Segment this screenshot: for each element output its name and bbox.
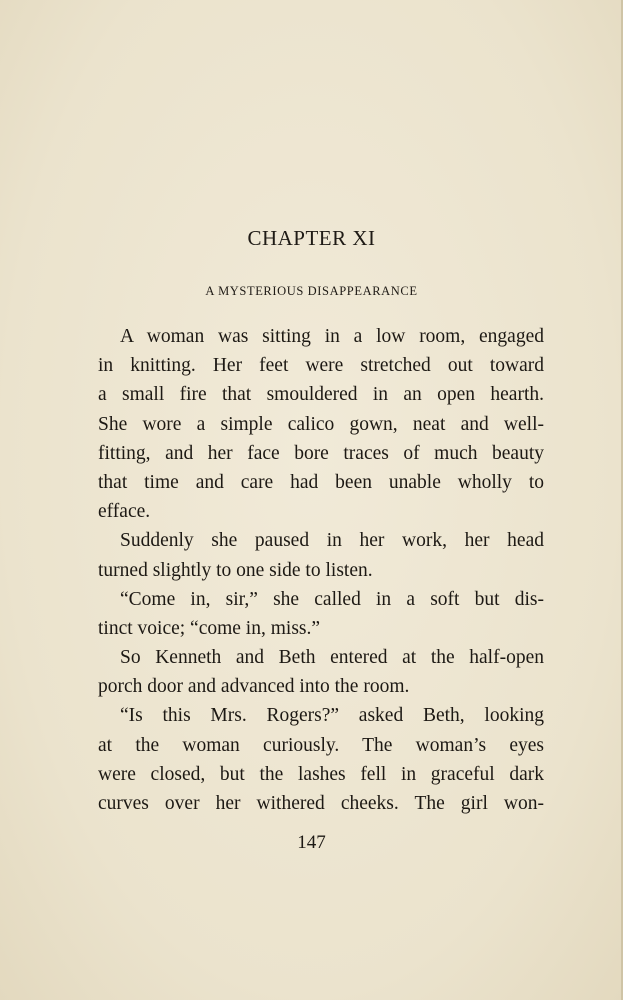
text-line: that time and care had been unable wholly to [98, 471, 544, 493]
text-line: at the woman curiously. The woman’s eyes [98, 734, 544, 756]
text-line: in knitting. Her feet were stretched out toward [98, 355, 544, 377]
text-line: tinct voice; “come in, miss.” [98, 617, 321, 639]
text-line: A woman was sitting in a low room, engaged [120, 326, 544, 347]
text-line: a small fire that smouldered in an open hearth. [98, 384, 544, 406]
text-line: turned slightly to one side to listen. [98, 559, 373, 581]
text-line: So Kenneth and Beth entered at the half-open [120, 647, 544, 669]
chapter-subtitle: A MYSTERIOUS DISAPPEARANCE [205, 284, 418, 298]
text-line: efface. [98, 501, 151, 523]
text-line: fitting, and her face bore traces of much beauty [98, 442, 544, 464]
text-line: She wore a simple calico gown, neat and well- [98, 413, 544, 435]
text-line: curves over her withered cheeks. The girl won- [98, 793, 544, 814]
chapter-title: CHAPTER XI [247, 226, 376, 250]
text-line: porch door and advanced into the room. [98, 676, 410, 698]
body-text [98, 322, 544, 818]
page-number: 147 [297, 832, 326, 853]
text-line: “Is this Mrs. Rogers?” asked Beth, looking [120, 705, 544, 727]
text-line: were closed, but the lashes fell in graceful dark [98, 763, 544, 785]
text-line: Suddenly she paused in her work, her head [120, 530, 544, 552]
text-line: “Come in, sir,” she called in a soft but dis- [120, 588, 544, 610]
